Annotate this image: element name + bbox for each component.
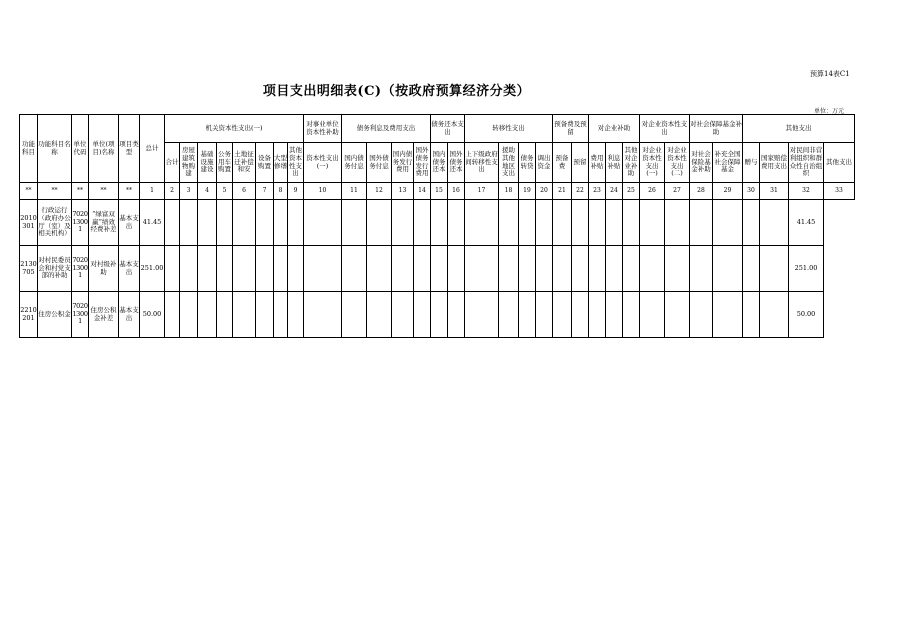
col-compensation: 国家赔偿费用支出 (760, 143, 789, 183)
unit-code-header: 单位代码 (72, 115, 89, 183)
group-debt-principal: 债务还本支出 (431, 115, 465, 143)
col-gift: 赠与 (743, 143, 760, 183)
func-code-cell: 2210201 (20, 292, 38, 338)
index-num: 2 (165, 183, 180, 200)
group-reserve: 预备费及预留 (553, 115, 589, 143)
index-num: 31 (760, 183, 789, 200)
col-aid: 援助其他地区支出 (499, 143, 519, 183)
index-num: 24 (606, 183, 623, 200)
table-code: 预算14表C1 (810, 70, 850, 78)
col-social-fund: 对社会保险基金补助 (690, 143, 713, 183)
col-infra: 基础设施建设 (198, 143, 217, 183)
index-num: 8 (274, 183, 288, 200)
unit-code-cell: 70201300 1 (72, 292, 89, 338)
group-debt-interest: 债务利息及费用支出 (342, 115, 431, 143)
index-row (20, 183, 855, 200)
index-num: 17 (465, 183, 499, 200)
index-num: 30 (743, 183, 760, 200)
col-fee-subsidy: 费用补贴 (589, 143, 606, 183)
col-debt-transfer: 债务转贷 (519, 143, 536, 183)
index-mark: ** (20, 183, 38, 200)
unit-name-header: 单位(项目)名称 (89, 115, 119, 183)
other-expense-cell: 50.00 (789, 292, 824, 338)
col-for-interest: 国外债务付息 (367, 143, 392, 183)
col-org-other: 其他资本性支出 (288, 143, 304, 183)
index-num: 13 (392, 183, 414, 200)
project-type-header: 项目类型 (119, 115, 140, 183)
page-title: 项目支出明细表(C)（按政府预算经济分类） (262, 84, 531, 99)
project-type-cell: 基本支出 (119, 246, 140, 292)
func-code-cell: 2130705 (20, 246, 38, 292)
col-dom-principal: 国内债务还本 (431, 143, 448, 183)
index-mark: ** (89, 183, 119, 200)
total-cell: 251.00 (140, 246, 165, 292)
func-name-cell: 对村民委员会和村党支部的补助 (38, 246, 72, 292)
col-interest-subsidy: 利息补贴 (606, 143, 623, 183)
col-reserve: 预备费 (553, 143, 572, 183)
total-header: 总计 (140, 115, 165, 183)
other-expense-cell: 41.45 (789, 200, 824, 246)
col-sum: 合计 (165, 143, 180, 183)
index-mark: ** (119, 183, 140, 200)
index-num: 16 (448, 183, 465, 200)
group-org-capital: 机关资本性支出(一) (165, 115, 304, 143)
col-withhold: 预留 (572, 143, 589, 183)
col-dom-fee: 国内债务发行费用 (392, 143, 414, 183)
col-pub-capital: 资本性支出(一) (304, 143, 342, 183)
index-num: 32 (789, 183, 824, 200)
table-row (20, 292, 855, 338)
func-code-header: 功能科目 (20, 115, 38, 183)
budget-table (19, 114, 855, 338)
index-num: 28 (690, 183, 713, 200)
col-car: 公务用车购置 (217, 143, 233, 183)
group-other: 其他支出 (743, 115, 855, 143)
index-num: 12 (367, 183, 392, 200)
index-num: 18 (499, 183, 519, 200)
index-num: 23 (589, 183, 606, 200)
total-cell: 50.00 (140, 292, 165, 338)
table-row (20, 200, 855, 246)
col-national-fund: 补充全国社会保障基金 (713, 143, 743, 183)
group-social-security: 对社会保障基金补助 (690, 115, 743, 143)
index-num: 3 (180, 183, 198, 200)
index-num: 11 (342, 183, 367, 200)
col-house: 房屋建筑物购建 (180, 143, 198, 183)
col-for-principal: 国外债务还本 (448, 143, 465, 183)
index-mark: ** (72, 183, 89, 200)
project-type-cell: 基本支出 (119, 200, 140, 246)
group-public-unit-capital: 对事业单位资本性补助 (304, 115, 342, 143)
col-for-fee: 国外债务发行费用 (414, 143, 431, 183)
index-num: 25 (623, 183, 640, 200)
col-land: 土地征迁补偿和安 (233, 143, 256, 183)
index-num: 14 (414, 183, 431, 200)
index-num: 22 (572, 183, 589, 200)
col-repair: 大型修缮 (274, 143, 288, 183)
func-code-cell: 2010301 (20, 200, 38, 246)
func-name-header: 功能科目名称 (38, 115, 72, 183)
index-num: 5 (217, 183, 233, 200)
index-num: 33 (824, 183, 855, 200)
col-other-expense: 其他支出 (824, 143, 855, 183)
total-cell: 41.45 (140, 200, 165, 246)
index-num: 21 (553, 183, 572, 200)
col-enterprise-other: 其他对企业补助 (623, 143, 640, 183)
unit-name-cell: 住房公积金补差 (89, 292, 119, 338)
index-num: 1 (140, 183, 165, 200)
index-num: 9 (288, 183, 304, 200)
unit-code-cell: 70201300 1 (72, 246, 89, 292)
index-num: 15 (431, 183, 448, 200)
col-enterprise-capital-1: 对企业资本性支出(一) (640, 143, 665, 183)
col-interlevel: 上下级政府间转移性支出 (465, 143, 499, 183)
index-num: 26 (640, 183, 665, 200)
group-transfer: 转移性支出 (465, 115, 553, 143)
other-expense-cell: 251.00 (789, 246, 824, 292)
index-mark: ** (38, 183, 72, 200)
unit-name-cell: 对村级补助 (89, 246, 119, 292)
index-num: 27 (665, 183, 690, 200)
col-nonprofit: 对民间非营利组织和群众性自治组织 (789, 143, 824, 183)
col-adjust: 调出资金 (536, 143, 553, 183)
func-name-cell: 行政运行（政府办公厅（室）及相关机构） (38, 200, 72, 246)
index-num: 7 (256, 183, 274, 200)
index-num: 4 (198, 183, 217, 200)
index-num: 6 (233, 183, 256, 200)
unit-label: 单位：万元 (814, 108, 845, 115)
index-num: 20 (536, 183, 553, 200)
group-enterprise-capital: 对企业资本性支出 (640, 115, 690, 143)
func-name-cell: 住房公积金 (38, 292, 72, 338)
unit-code-cell: 70201300 1 (72, 200, 89, 246)
col-enterprise-capital-2: 对企业资本性支出(二) (665, 143, 690, 183)
index-num: 19 (519, 183, 536, 200)
col-equipment: 设备购置 (256, 143, 274, 183)
unit-name-cell: “绿富双赢”绩效经费补差 (89, 200, 119, 246)
index-num: 10 (304, 183, 342, 200)
table-row (20, 246, 855, 292)
project-type-cell: 基本支出 (119, 292, 140, 338)
index-num: 29 (713, 183, 743, 200)
col-dom-interest: 国内债务付息 (342, 143, 367, 183)
group-enterprise-subsidy: 对企业补助 (589, 115, 640, 143)
